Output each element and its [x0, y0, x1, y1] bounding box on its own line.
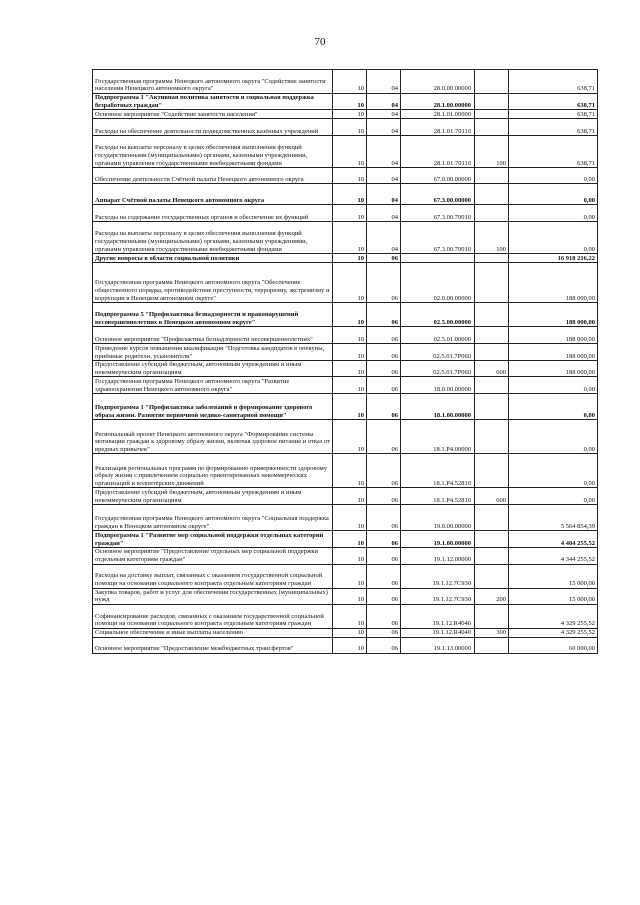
cell-vr	[475, 303, 509, 327]
cell-rz: 10	[333, 168, 367, 184]
table-row	[93, 254, 598, 263]
cell-name: Подпрограмма 5 "Профилактика безнадзорности и правонарушений несовершеннолетних в Ненецком автономном округе"	[93, 303, 333, 327]
cell-pr: 04	[367, 168, 401, 184]
cell-sum: 4 329 255,52	[509, 604, 598, 628]
table-row	[93, 628, 598, 637]
cell-csr: 19.1.12.7С930	[401, 588, 475, 604]
cell-name: Основное мероприятие "Предоставление межбюджетных трансфертов"	[93, 637, 333, 653]
cell-rz: 10	[333, 119, 367, 136]
cell-vr: 100	[475, 222, 509, 254]
cell-name: Социальное обеспечение и иные выплаты населению	[93, 628, 333, 637]
cell-name: Предоставление субсидий бюджетным, автономным учреждениям и иным некоммерческим организациям	[93, 361, 333, 377]
cell-rz: 10	[333, 110, 367, 119]
cell-rz: 10	[333, 628, 367, 637]
cell-vr	[475, 168, 509, 184]
cell-pr: 06	[367, 604, 401, 628]
cell-pr: 06	[367, 303, 401, 327]
cell-sum: 0,00	[509, 377, 598, 394]
cell-rz: 10	[333, 184, 367, 205]
table-row	[93, 505, 598, 531]
table-row	[93, 394, 598, 420]
cell-sum: 638,71	[509, 94, 598, 110]
cell-sum: 0,00	[509, 454, 598, 488]
cell-vr	[475, 327, 509, 344]
cell-name: Региональный проект Ненецкого автономного округа "Формирование системы мотивации граждан к здоровому образу жизни, включая здоровое питание и отказ от вредных привычек"	[93, 420, 333, 454]
cell-sum: 0,00	[509, 488, 598, 505]
cell-name: Расходы на выплаты персоналу в целях обеспечения выполнения функций государственными (муниципальными) органами, казенными учреждениями, органами управления государственными внебюджетными фондами	[93, 222, 333, 254]
cell-csr: 19.1.12.7С930	[401, 564, 475, 588]
cell-pr: 06	[367, 531, 401, 548]
page-number: 70	[314, 36, 326, 48]
cell-csr: 18.0.00.00000	[401, 377, 475, 394]
cell-name: Другие вопросы в области социальной политики	[93, 254, 333, 263]
cell-vr: 600	[475, 488, 509, 505]
cell-csr: 19.1.12.00000	[401, 548, 475, 564]
cell-csr: 28.1.01.70110	[401, 119, 475, 136]
cell-sum: 0,00	[509, 420, 598, 454]
cell-pr: 06	[367, 588, 401, 604]
cell-sum: 5 564 854,39	[509, 505, 598, 531]
cell-rz: 10	[333, 394, 367, 420]
cell-pr: 04	[367, 110, 401, 119]
cell-name: Аппарат Счётной палаты Ненецкого автономного округа	[93, 184, 333, 205]
cell-pr: 06	[367, 564, 401, 588]
cell-rz: 10	[333, 344, 367, 361]
table-row	[93, 263, 598, 303]
cell-sum: 16 918 216,22	[509, 254, 598, 263]
table-row	[93, 110, 598, 119]
cell-name: Основное мероприятие "Профилактика безнадзорности несовершеннолетних"	[93, 327, 333, 344]
cell-csr: 28.1.01.70110	[401, 136, 475, 168]
cell-rz: 10	[333, 505, 367, 531]
cell-rz: 10	[333, 420, 367, 454]
cell-sum: 60 000,00	[509, 637, 598, 653]
cell-pr: 06	[367, 344, 401, 361]
cell-rz: 10	[333, 254, 367, 263]
cell-rz: 10	[333, 94, 367, 110]
cell-csr: 28.1.00.00000	[401, 94, 475, 110]
cell-name: Государственная программа Ненецкого автономного округа "Содействие занятости населения Ненецкого автономного округа"	[93, 70, 333, 94]
cell-vr: 100	[475, 136, 509, 168]
cell-pr: 06	[367, 394, 401, 420]
cell-name: Государственная программа Ненецкого автономного округа "Развитие здравоохранения Ненецкого автономного округа"	[93, 377, 333, 394]
cell-rz: 10	[333, 303, 367, 327]
cell-pr: 06	[367, 377, 401, 394]
table-row	[93, 420, 598, 454]
cell-csr: 02.0.00.00000	[401, 263, 475, 303]
cell-sum: 4 404 255,52	[509, 531, 598, 548]
cell-sum: 0,00	[509, 184, 598, 205]
cell-sum: 4 344 255,52	[509, 548, 598, 564]
table-row	[93, 637, 598, 653]
cell-vr	[475, 205, 509, 222]
cell-pr: 06	[367, 263, 401, 303]
cell-pr: 04	[367, 94, 401, 110]
cell-name: Государственная программа Ненецкого автономного округа "Обеспечение общественного порядка, противодействие преступности, терроризму, экстремизму и коррупции в Ненецком автономном округе"	[93, 263, 333, 303]
table-row	[93, 94, 598, 110]
cell-vr	[475, 344, 509, 361]
cell-name: Закупка товаров, работ и услуг для обеспечения государственных (муниципальных) нужд	[93, 588, 333, 604]
cell-sum: 15 000,00	[509, 588, 598, 604]
cell-name: Расходы на обеспечение деятельности подведомственных казённых учреждений	[93, 119, 333, 136]
cell-rz: 10	[333, 136, 367, 168]
cell-rz: 10	[333, 588, 367, 604]
table-body	[93, 70, 598, 654]
cell-pr: 04	[367, 184, 401, 205]
cell-sum: 0,00	[509, 205, 598, 222]
cell-csr: 19.1.13.00000	[401, 637, 475, 653]
cell-pr: 06	[367, 628, 401, 637]
cell-rz: 10	[333, 263, 367, 303]
cell-csr: 67.3.00.70010	[401, 222, 475, 254]
cell-vr	[475, 637, 509, 653]
cell-csr: 19.1.12.R4040	[401, 628, 475, 637]
cell-sum: 15 000,00	[509, 564, 598, 588]
cell-rz: 10	[333, 488, 367, 505]
cell-csr: 19.1.12.R4040	[401, 604, 475, 628]
cell-vr: 300	[475, 628, 509, 637]
cell-rz: 10	[333, 222, 367, 254]
cell-pr: 06	[367, 548, 401, 564]
table-row	[93, 588, 598, 604]
cell-vr	[475, 505, 509, 531]
cell-vr	[475, 184, 509, 205]
cell-name: Подпрограмма 1 "Развитие мер социальной поддержки отдельных категорий граждан"	[93, 531, 333, 548]
cell-name: Основное мероприятие "Содействие занятости населения"	[93, 110, 333, 119]
cell-pr: 06	[367, 420, 401, 454]
cell-vr	[475, 263, 509, 303]
cell-sum: 0,00	[509, 394, 598, 420]
cell-pr: 04	[367, 119, 401, 136]
cell-sum: 188 000,00	[509, 361, 598, 377]
table-row	[93, 488, 598, 505]
cell-rz: 10	[333, 70, 367, 94]
cell-name: Проведение курсов повышения квалификации "Подготовка кандидатов в опекуны, приёмные родители, усыновители"	[93, 344, 333, 361]
table-row	[93, 564, 598, 588]
cell-pr: 06	[367, 488, 401, 505]
cell-name: Основное мероприятие "Предоставление отдельных мер социальной поддержки отдельным категориям граждан"	[93, 548, 333, 564]
cell-pr: 04	[367, 205, 401, 222]
cell-vr	[475, 394, 509, 420]
cell-vr	[475, 94, 509, 110]
cell-pr: 06	[367, 637, 401, 653]
table-row	[93, 70, 598, 94]
cell-rz: 10	[333, 637, 367, 653]
cell-rz: 10	[333, 327, 367, 344]
cell-name: Расходы на доставку выплат, связанных с оказанием государственной социальной помощи на основании социального контракта отдельным категориям граждан	[93, 564, 333, 588]
cell-pr: 04	[367, 70, 401, 94]
cell-csr	[401, 254, 475, 263]
cell-vr	[475, 70, 509, 94]
cell-rz: 10	[333, 564, 367, 588]
table-row	[93, 531, 598, 548]
cell-sum: 188 000,00	[509, 303, 598, 327]
cell-vr	[475, 377, 509, 394]
cell-rz: 10	[333, 604, 367, 628]
cell-name: Подпрограмма 1 "Профилактика заболеваний и формирование здорового образа жизни. Развитие первичной медико-санитарной помощи"	[93, 394, 333, 420]
cell-csr: 67.3.00.00000	[401, 184, 475, 205]
cell-rz: 10	[333, 548, 367, 564]
cell-name: Софинансирование расходов, связанных с оказанием государственной социальной помощи на основании социального контракта отдельным категориям граждан	[93, 604, 333, 628]
table-row	[93, 548, 598, 564]
cell-pr: 06	[367, 327, 401, 344]
table-row	[93, 184, 598, 205]
cell-vr	[475, 531, 509, 548]
cell-rz: 10	[333, 377, 367, 394]
cell-vr	[475, 454, 509, 488]
cell-csr: 67.3.00.70010	[401, 205, 475, 222]
table-row	[93, 361, 598, 377]
cell-csr: 67.0.00.00000	[401, 168, 475, 184]
cell-csr: 18.1.Р4.52810	[401, 488, 475, 505]
cell-name: Предоставление субсидий бюджетным, автономным учреждениям и иным некоммерческим организациям	[93, 488, 333, 505]
cell-csr: 28.0.00.00000	[401, 70, 475, 94]
cell-csr: 02.5.01.7Р060	[401, 344, 475, 361]
cell-sum: 0,00	[509, 168, 598, 184]
table-row	[93, 344, 598, 361]
cell-pr: 06	[367, 454, 401, 488]
cell-sum: 638,71	[509, 110, 598, 119]
cell-pr: 04	[367, 136, 401, 168]
cell-csr: 19.0.00.00000	[401, 505, 475, 531]
cell-sum: 638,71	[509, 136, 598, 168]
cell-rz: 10	[333, 454, 367, 488]
cell-name: Расходы на содержание государственных органов и обеспечение их функций	[93, 205, 333, 222]
cell-vr: 200	[475, 588, 509, 604]
table-row	[93, 454, 598, 488]
table-row	[93, 377, 598, 394]
cell-vr	[475, 110, 509, 119]
cell-rz: 10	[333, 205, 367, 222]
cell-vr: 600	[475, 361, 509, 377]
table-row	[93, 168, 598, 184]
cell-vr	[475, 254, 509, 263]
cell-csr: 19.1.00.00000	[401, 531, 475, 548]
cell-sum: 638,71	[509, 70, 598, 94]
cell-vr	[475, 604, 509, 628]
cell-name: Государственная программа Ненецкого автономного округа "Социальная поддержка граждан в Ненецком автономном округе"	[93, 505, 333, 531]
cell-csr: 28.1.01.00000	[401, 110, 475, 119]
cell-sum: 4 329 255,52	[509, 628, 598, 637]
table-row	[93, 303, 598, 327]
cell-pr: 04	[367, 222, 401, 254]
cell-vr	[475, 420, 509, 454]
table-row	[93, 119, 598, 136]
cell-csr: 02.5.01.7Р060	[401, 361, 475, 377]
cell-vr	[475, 564, 509, 588]
cell-vr	[475, 119, 509, 136]
table-row	[93, 222, 598, 254]
cell-sum: 188 000,00	[509, 344, 598, 361]
cell-csr: 18.1.00.00000	[401, 394, 475, 420]
cell-name: Обеспечение деятельности Счётной палаты Ненецкого автономного округа	[93, 168, 333, 184]
cell-vr	[475, 548, 509, 564]
cell-sum: 188 000,00	[509, 327, 598, 344]
table-row	[93, 205, 598, 222]
cell-csr: 02.5.00.00000	[401, 303, 475, 327]
cell-name: Подпрограмма 1 "Активная политика занятости и социальная поддержка безработных граждан"	[93, 94, 333, 110]
budget-table	[92, 69, 598, 654]
cell-csr: 02.5.01.00000	[401, 327, 475, 344]
cell-name: Реализация региональных программ по формированию приверженности здоровому образу жизни с привлечением социально ориентированных некоммерческих организаций и волонтёрских движений	[93, 454, 333, 488]
cell-csr: 18.1.Р4.52810	[401, 454, 475, 488]
cell-csr: 18.1.Р4.00000	[401, 420, 475, 454]
cell-rz: 10	[333, 531, 367, 548]
cell-pr: 06	[367, 361, 401, 377]
cell-name: Расходы на выплаты персоналу в целях обеспечения выполнения функций государственными (муниципальными) органами, казенными учреждениями, органами управления государственными внебюджетными фондами	[93, 136, 333, 168]
cell-sum: 0,00	[509, 222, 598, 254]
cell-sum: 638,71	[509, 119, 598, 136]
table-row	[93, 136, 598, 168]
cell-sum: 188 000,00	[509, 263, 598, 303]
cell-pr: 06	[367, 505, 401, 531]
table-row	[93, 327, 598, 344]
table-row	[93, 604, 598, 628]
cell-rz: 10	[333, 361, 367, 377]
cell-pr: 06	[367, 254, 401, 263]
